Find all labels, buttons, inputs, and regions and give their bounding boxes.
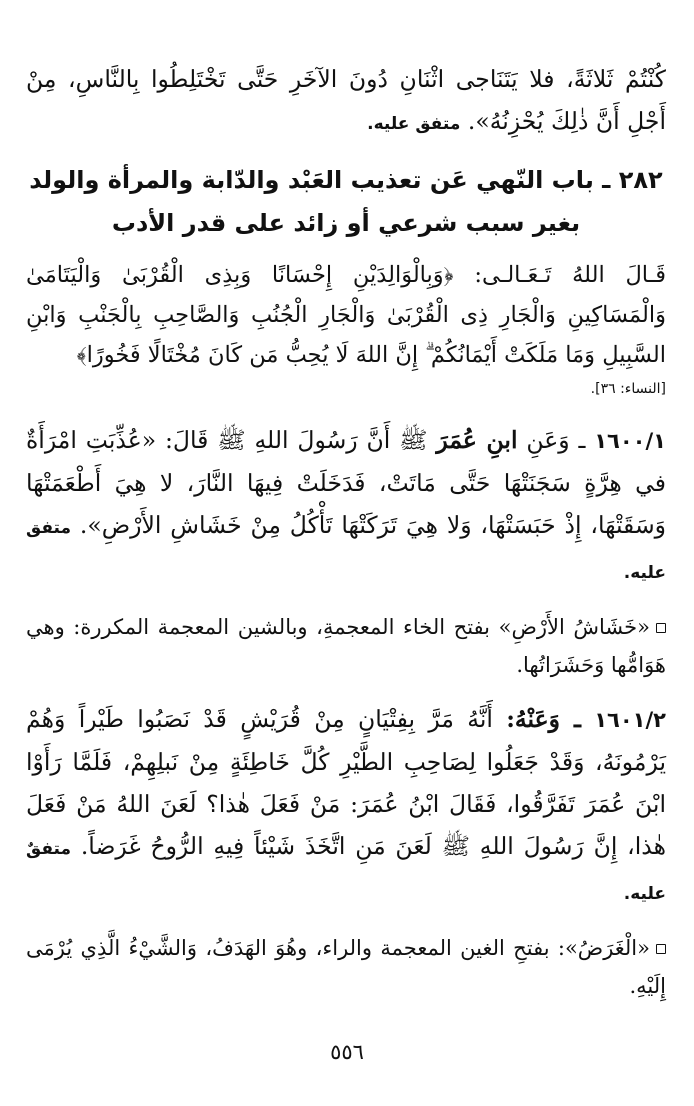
note-2 — [26, 929, 666, 1005]
quran-paragraph — [26, 255, 666, 375]
continuation-paragraph — [26, 58, 666, 145]
hadith-2-agreed-label: متفقٌ عليه. — [26, 839, 666, 904]
note-1 — [26, 608, 666, 684]
note-2-text: «الْغَرَضُ»: بفتحِ الغين المعجمة والراء، وهُوَ الهَدَفُ، وَالشَّيْءُ الَّذِي يُرْمَى إِلَيْهِ. — [26, 936, 666, 998]
hadith-2 — [26, 698, 666, 915]
hadith-2-narrator: ـ وَعَنْهُ: — [506, 705, 581, 733]
hadith-2-number: ١٦٠١/٢ — [594, 708, 666, 732]
hadith-1-narrator-prefix: ـ وَعَنِ — [526, 426, 586, 454]
quran-citation: [النساء: ٣٦]. — [590, 381, 666, 397]
hadith-1 — [26, 419, 666, 594]
page-number: ٥٥٦ — [330, 1040, 364, 1064]
note-square-icon — [656, 623, 666, 633]
quran-verse: ﴿وَبِالْوَالِدَيْنِ إِحْسَانًا وَبِذِى الْقُرْبَىٰ وَالْيَتَامَىٰ وَالْمَسَاكِينِ وَالْجَارِ ذِى الْقُرْبَىٰ وَالْجَارِ الْجُنُبِ وَالصَّاحِبِ بِالْجَنْبِ وَابْنِ السَّبِيلِ وَمَا مَلَكَتْ أَيْمَانُكُمْ ۗ إِنَّ اللهَ لَا يُحِبُّ مَن كَانَ مُخْتَالًا فَخُورًا﴾ — [26, 262, 666, 368]
hadith-1-number: ١٦٠٠/١ — [594, 429, 666, 453]
note-1-text: «خَشَاشُ الأَرْضِ» بفتح الخاء المعجمةِ، وبالشين المعجمة المكررة: وهي هَوَامُّها وَحَشَرَاتُها. — [26, 615, 666, 677]
hadith-2-text: أَنَّهُ مَرَّ بِفِتْيَانٍ مِنْ قُرَيْشٍ قَدْ نَصَبُوا طَيْراً وَهُمْ يَرْمُونَهُ، وَقَدْ جَعَلُوا لِصَاحِبِ الطَّيْرِ كُلَّ خَاطِئَةٍ مِنْ نَبلِهِمْ، فَلَمَّا رَأَوْا ابْنَ عُمَرَ تَفَرَّقُوا، فَقَالَ ابْنُ عُمَرَ: مَنْ فَعَلَ هٰذا؟ لَعَنَ اللهُ مَنْ فَعَلَ هٰذا، إِنَّ رَسُولَ اللهِ ﷺ لَعَنَ مَنِ اتَّخَذَ شَيْئاً فِيهِ الرُّوحُ غَرَضاً. — [26, 705, 666, 860]
agreed-upon-label: متفق عليه. — [367, 114, 461, 134]
continuation-text: كُنْتُمْ ثَلاثَةً، فلا يَتَنَاجى اثْنَانِ دُونَ الآخَرِ حَتَّى تَخْتَلِطُوا بِالنَّاسِ، مِنْ أَجْلِ أَنَّ ذٰلِكَ يُحْزِنُهُ». — [26, 65, 666, 135]
quran-intro: قَـالَ اللهُ تَـعَـالـى: — [474, 262, 666, 288]
hadith-1-text: ﷺ أَنَّ رَسُولَ اللهِ ﷺ قَالَ: «عُذِّبَتِ امْرَأَةٌ في هِرَّةٍ سَجَنَتْهَا حَتَّى مَاتَتْ، فَدَخَلَتْ فِيهَا النَّارَ، لا هِيَ أَطْعَمَتْهَا وَسَقَتْهَا، إِذْ حَبَسَتْهَا، وَلا هِيَ تَرَكَتْهَا تَأْكُلُ مِنْ خَشَاشِ الأَرْضِ». — [26, 426, 666, 539]
hadith-1-agreed-label: متفق عليه. — [26, 518, 666, 583]
note-square-icon — [656, 944, 666, 954]
hadith-1-narrator: ابنِ عُمَرَ — [436, 426, 518, 454]
chapter-heading: ٢٨٢ ـ باب النّهي عَن تعذيب العَبْد والدّابة والمرأة والولد بغير سبب شرعي أو زائد على قدر الأدب — [29, 166, 663, 237]
